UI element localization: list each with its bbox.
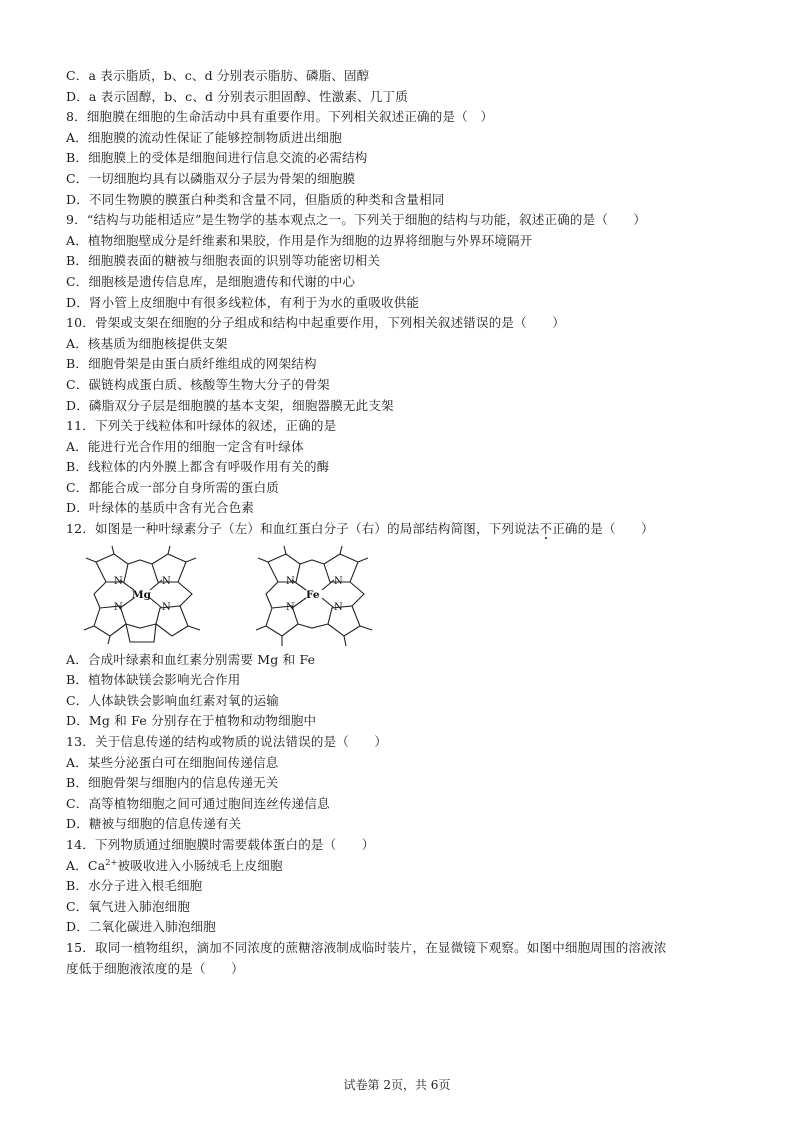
- question-10-stem: 10．骨架或支架在细胞的分子组成和结构中起重要作用，下列相关叙述错误的是（ ）: [66, 315, 565, 331]
- q12-stem-pre: 12．如图是一种叶绿素分子（左）和血红蛋白分子（右）的局部结构简图，下列说法: [66, 521, 540, 537]
- text-line: D．a 表示固醇，b、c、d 分别表示胆固醇、性激素、几丁质: [66, 88, 408, 104]
- nitrogen-label: N: [286, 601, 295, 613]
- option-b: B．线粒体的内外膜上都含有呼吸作用有关的酶: [66, 459, 330, 475]
- option-a: A．植物细胞壁成分是纤维素和果胶，作用是作为细胞的边界将细胞与外界环境隔开: [66, 232, 533, 248]
- text-line: C．a 表示脂质，b、c、d 分别表示脂肪、磷脂、固醇: [66, 68, 370, 83]
- option-d: D．糖被与细胞的信息传递有关: [66, 816, 242, 832]
- option-b: B．细胞骨架是由蛋白质纤维组成的网架结构: [66, 356, 317, 372]
- option-a: A．某些分泌蛋白可在细胞间传递信息: [66, 754, 279, 770]
- question-12-stem: [66, 519, 746, 540]
- option-a: A．能进行光合作用的细胞一定含有叶绿体: [66, 438, 304, 454]
- q12-stem-post: 正确的是（ ）: [552, 521, 654, 537]
- exam-page-content: [66, 66, 746, 979]
- option-a: [66, 856, 746, 877]
- text-block-bottom: [66, 876, 746, 979]
- nitrogen-label: N: [286, 575, 295, 587]
- question-14-stem: 14．下列物质通过细胞膜时需要载体蛋白的是（ ）: [66, 837, 375, 852]
- option-c: C．高等植物细胞之间可通过胞间连丝传递信息: [66, 795, 330, 811]
- nitrogen-label: N: [162, 601, 171, 613]
- nitrogen-label: N: [334, 601, 343, 613]
- question-15-stem: 15．取同一植物组织，滴加不同浓度的蔗糖溶液制成临时装片，在显微镜下观察。如图中细胞周围的溶液浓: [66, 939, 667, 955]
- option-b: B．细胞骨架与细胞内的信息传递无关: [66, 775, 279, 791]
- option-c: C．人体缺铁会影响血红素对氧的运输: [66, 692, 279, 708]
- option-d: D．不同生物膜的膜蛋白种类和含量不同，但脂质的种类和含量相同: [66, 191, 445, 207]
- magnesium-label: Mg: [132, 588, 151, 601]
- question-8-stem: 8．细胞膜在细胞的生命活动中具有重要作用。下列相关叙述正确的是（ ）: [66, 109, 494, 125]
- question-11-stem: 11．下列关于线粒体和叶绿体的叙述，正确的是: [66, 418, 337, 434]
- option-c: C．氧气进入肺泡细胞: [66, 898, 191, 914]
- heme-structure-diagram: [242, 544, 392, 648]
- option-a: A．细胞膜的流动性保证了能够控制物质进出细胞: [66, 129, 342, 145]
- calcium-charge: 2+: [105, 857, 118, 867]
- question-15-stem-cont: 度低于细胞液浓度的是（ ）: [66, 960, 244, 976]
- page-footer: 试卷第 2页，共 6页: [343, 1078, 451, 1092]
- text-block-middle: [66, 650, 746, 856]
- option-b: B．水分子进入根毛细胞: [66, 878, 203, 894]
- option-b: B．植物体缺镁会影响光合作用: [66, 672, 241, 688]
- option-b: B．细胞膜上的受体是细胞间进行信息交流的必需结构: [66, 150, 368, 166]
- text-block-top: [66, 66, 746, 519]
- nitrogen-label: N: [114, 575, 123, 587]
- option-c: C．都能合成一部分自身所需的蛋白质: [66, 479, 279, 495]
- q14a-prefix: A．Ca: [66, 857, 106, 873]
- chlorophyll-structure-diagram: [70, 544, 220, 648]
- option-c: C．一切细胞均具有以磷脂双分子层为骨架的细胞膜: [66, 170, 356, 186]
- option-d: D．Mg 和 Fe 分别存在于植物和动物细胞中: [66, 713, 317, 729]
- nitrogen-label: N: [162, 575, 171, 587]
- q12-emphasis-not: 不: [539, 521, 553, 537]
- nitrogen-label: N: [114, 601, 123, 613]
- iron-label: Fe: [306, 588, 320, 601]
- q14a-suffix: 被吸收进入小肠绒毛上皮细胞: [117, 857, 283, 873]
- option-d: D．磷脂双分子层是细胞膜的基本支架，细胞器膜无此支架: [66, 397, 394, 413]
- question-13-stem: 13．关于信息传递的结构或物质的说法错误的是（ ）: [66, 734, 388, 750]
- option-c: C．细胞核是遗传信息库，是细胞遗传和代谢的中心: [66, 273, 356, 289]
- molecule-figure: [66, 540, 746, 650]
- option-d: D．肾小管上皮细胞中有很多线粒体，有利于为水的重吸收供能: [66, 294, 420, 310]
- question-9-stem: 9．“结构与功能相适应”是生物学的基本观点之一。下列关于细胞的结构与功能，叙述正确的是（ ）: [66, 212, 647, 228]
- option-d: D．二氧化碳进入肺泡细胞: [66, 919, 216, 935]
- option-a: A．核基质为细胞核提供支架: [66, 335, 228, 351]
- option-d: D．叶绿体的基质中含有光合色素: [66, 500, 255, 516]
- option-b: B．细胞膜表面的糖被与细胞表面的识别等功能密切相关: [66, 253, 381, 269]
- option-a: A．合成叶绿素和血红素分别需要 Mg 和 Fe: [66, 651, 316, 667]
- option-c: C．碳链构成蛋白质、核酸等生物大分子的骨架: [66, 376, 330, 392]
- nitrogen-label: N: [334, 575, 343, 587]
